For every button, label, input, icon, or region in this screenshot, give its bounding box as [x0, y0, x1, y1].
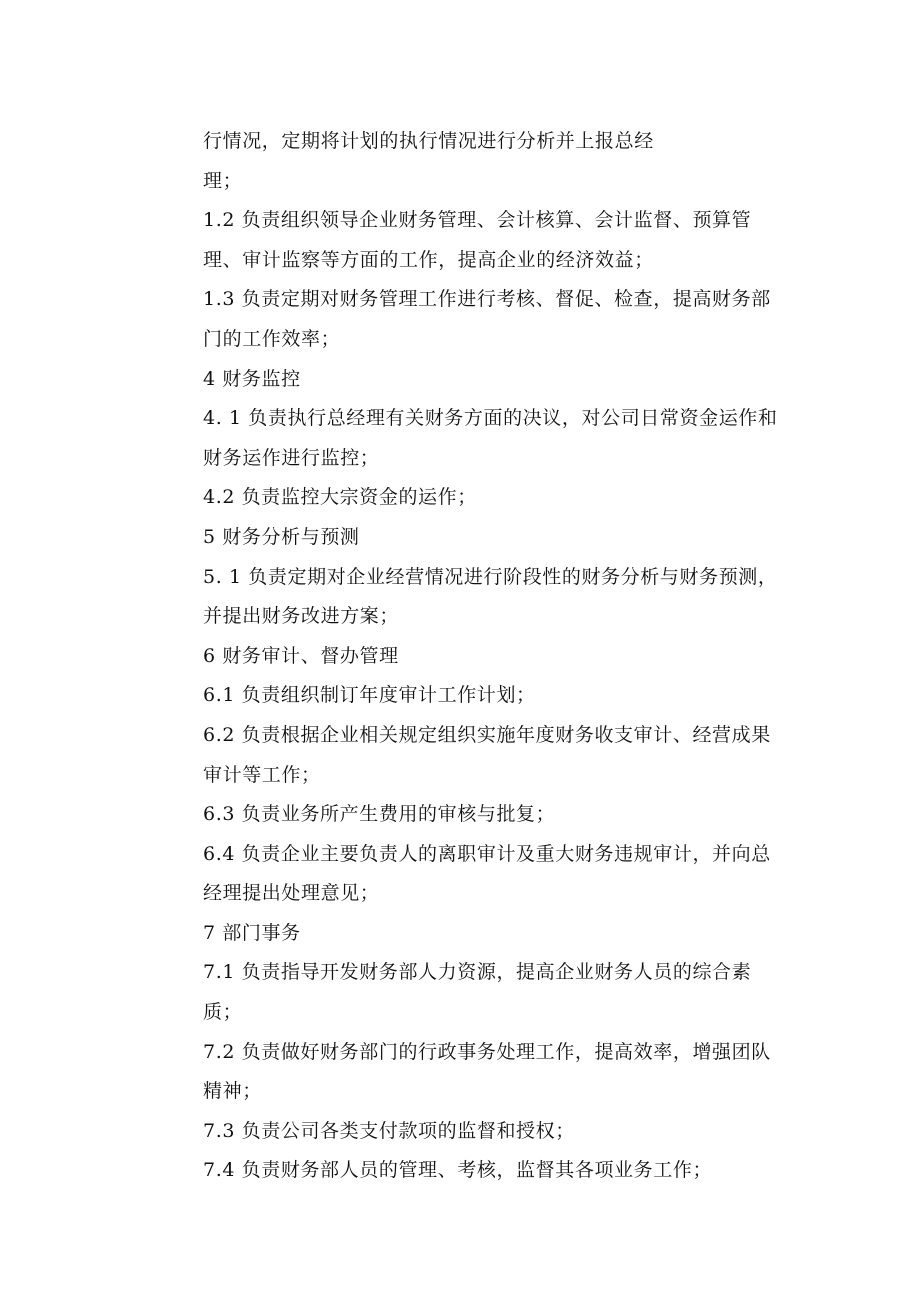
section-heading: 4 财务监控 — [203, 367, 301, 390]
text-line: 门的工作效率； — [203, 327, 341, 350]
text-line: 5. 1 负责定期对企业经营情况进行阶段性的财务分析与财务预测， — [203, 565, 778, 588]
text-line: 1.3 负责定期对财务管理工作进行考核、督促、检查，提高财务部 — [203, 288, 771, 311]
text-line: 质； — [203, 1001, 243, 1024]
section-heading: 6 财务审计、督办管理 — [203, 644, 399, 667]
text-line: 精神； — [203, 1080, 262, 1103]
text-line: 7.2 负责做好财务部门的行政事务处理工作，提高效率，增强团队 — [203, 1040, 771, 1063]
text-line: 6.2 负责根据企业相关规定组织实施年度财务收支审计、经营成果 — [203, 723, 771, 746]
text-line: 1.2 负责组织领导企业财务管理、会计核算、会计监督、预算管 — [203, 209, 752, 232]
text-line: 4. 1 负责执行总经理有关财务方面的决议，对公司日常资金运作和 — [203, 407, 778, 430]
text-line: 6.3 负责业务所产生费用的审核与批复； — [203, 803, 556, 826]
document-body — [203, 122, 843, 1191]
text-line: 理； — [203, 169, 243, 192]
text-line: 7.4 负责财务部人员的管理、考核，监督其各项业务工作； — [203, 1159, 713, 1182]
text-line: 6.4 负责企业主要负责人的离职审计及重大财务违规审计，并向总 — [203, 842, 771, 865]
text-line: 审计等工作； — [203, 763, 321, 786]
text-line: 并提出财务改进方案； — [203, 605, 400, 628]
text-line: 6.1 负责组织制订年度审计工作计划； — [203, 684, 536, 707]
section-heading: 5 财务分析与预测 — [203, 525, 360, 548]
text-line: 财务运作进行监控； — [203, 446, 380, 469]
text-line: 7.1 负责指导开发财务部人力资源，提高企业财务人员的综合素 — [203, 961, 752, 984]
text-line: 行情况，定期将计划的执行情况进行分析并上报总经 — [203, 130, 654, 152]
text-line: 7.3 负责公司各类支付款项的监督和授权； — [203, 1119, 575, 1142]
text-line: 经理提出处理意见； — [203, 882, 380, 905]
text-line: 理、审计监察等方面的工作，提高企业的经济效益； — [203, 248, 654, 271]
text-line: 4.2 负责监控大宗资金的运作； — [203, 486, 477, 509]
section-heading: 7 部门事务 — [203, 921, 301, 944]
